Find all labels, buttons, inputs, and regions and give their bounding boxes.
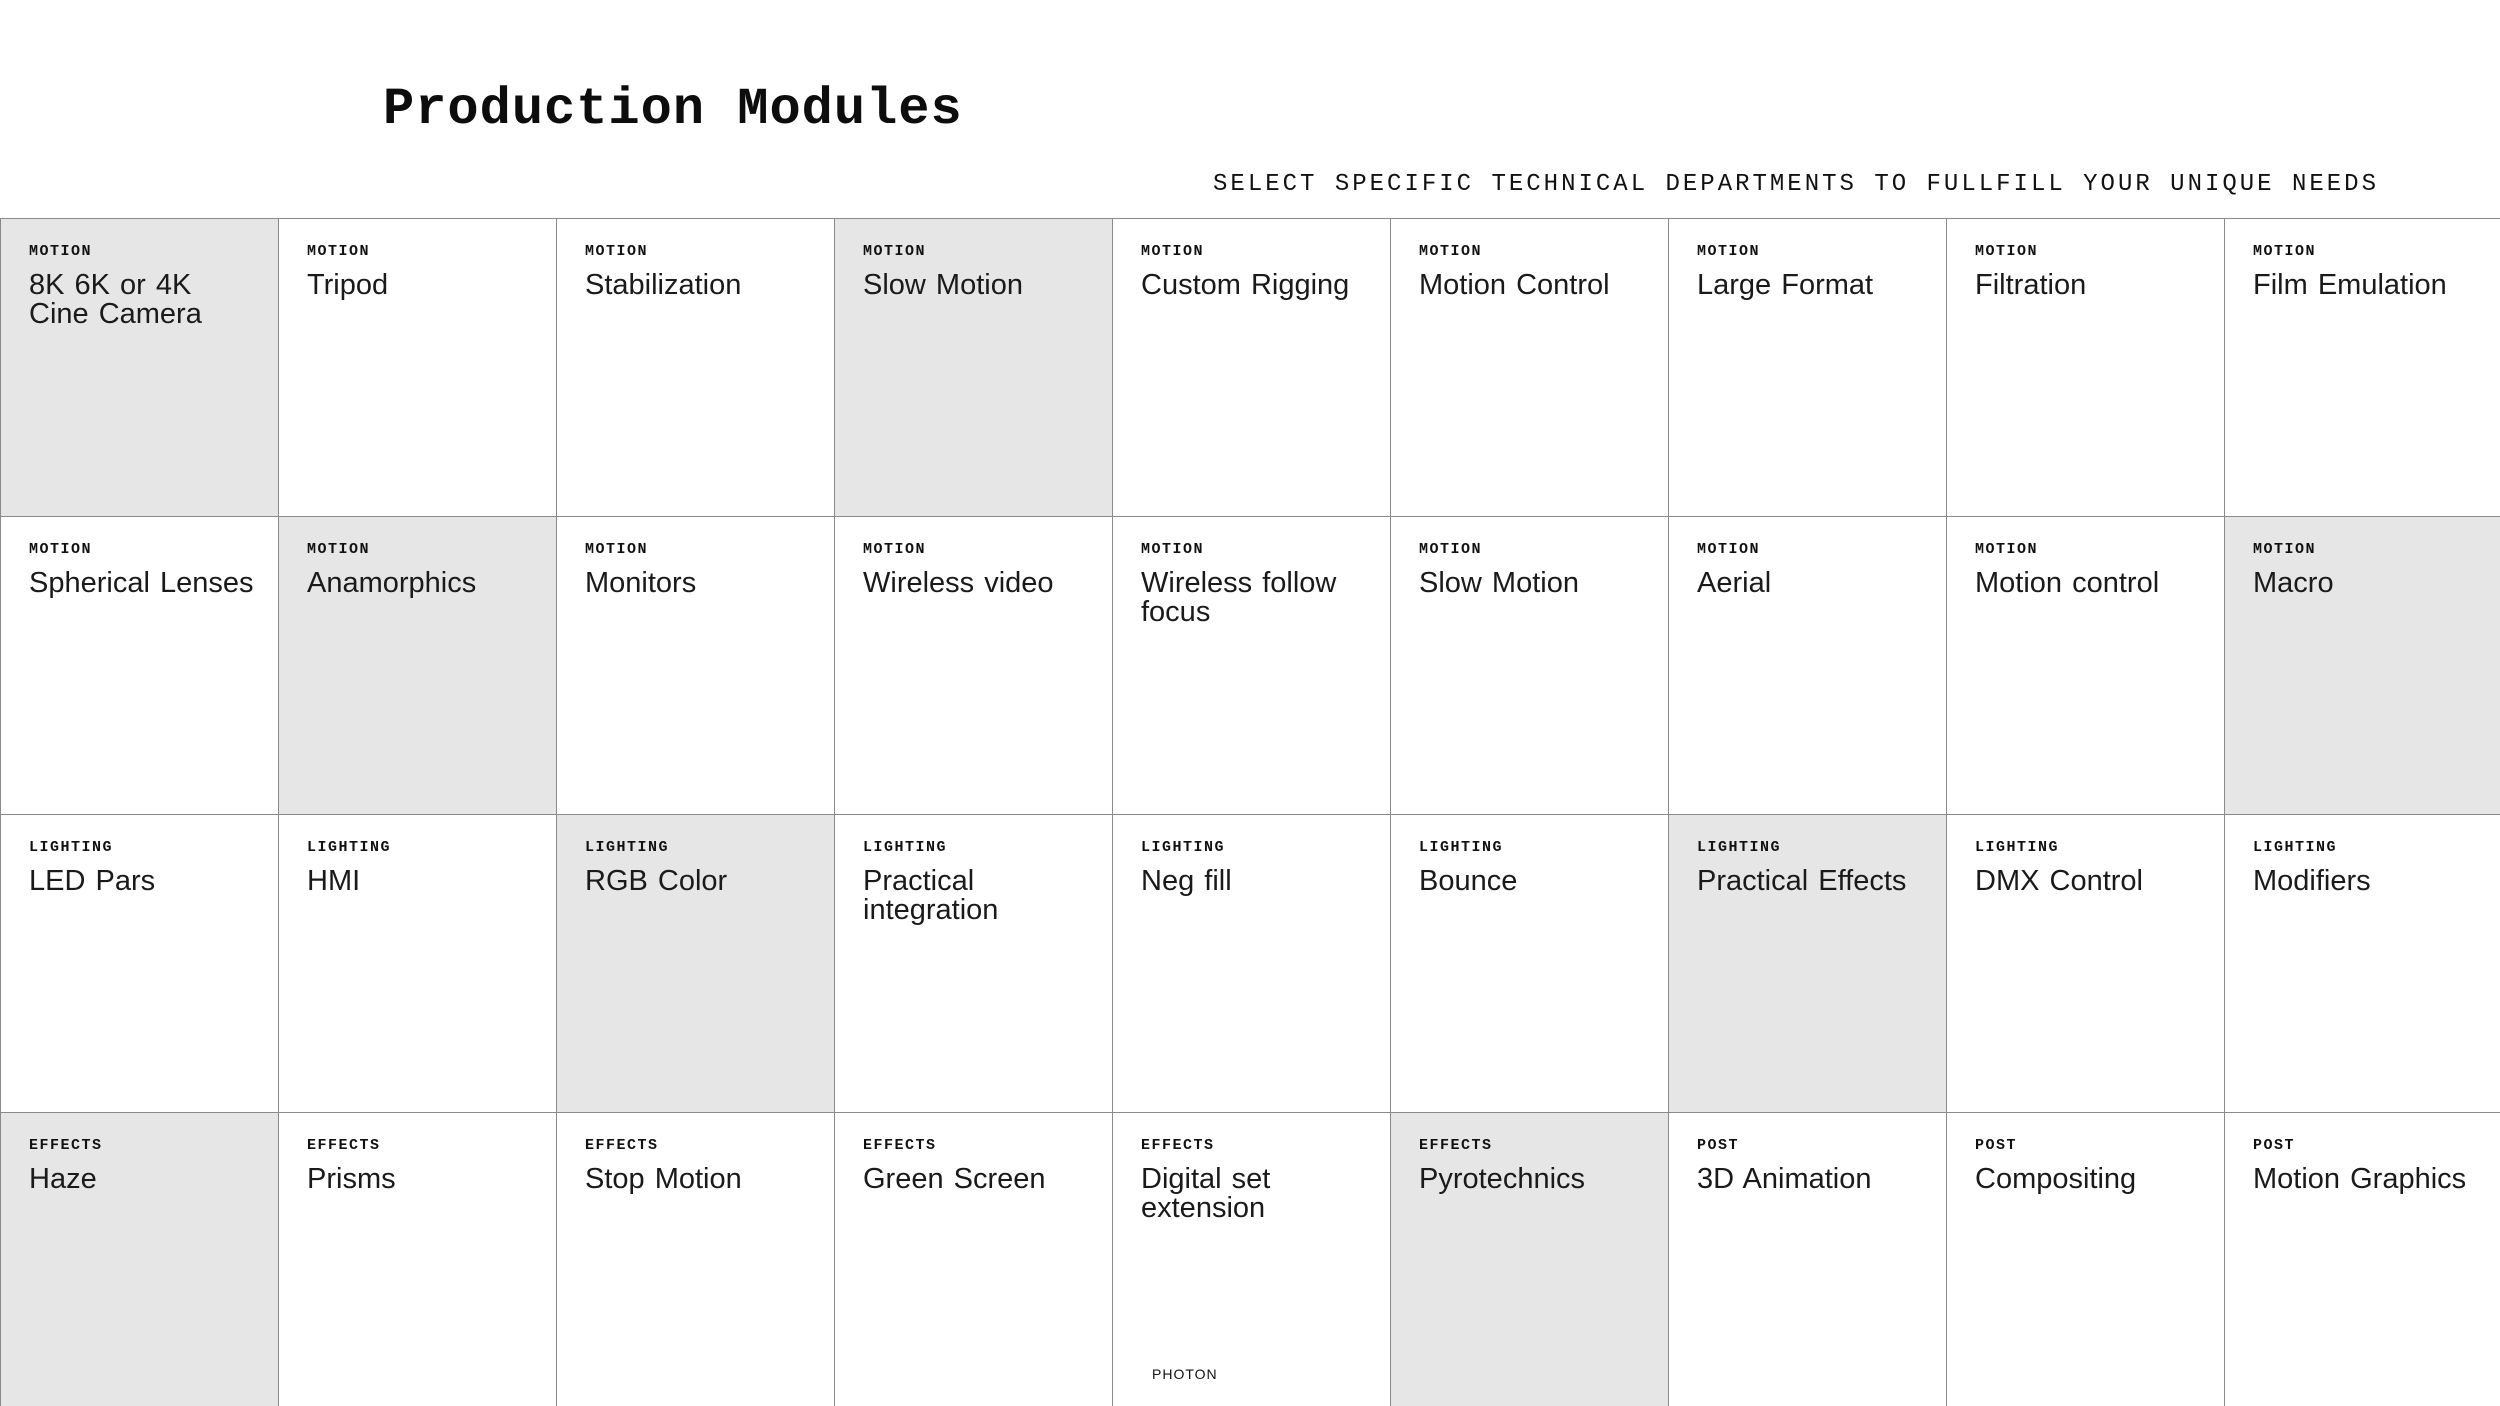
module-category: MOTION bbox=[2253, 541, 2317, 558]
module-name: Green Screen bbox=[863, 1163, 1046, 1195]
module-name: Wireless video bbox=[863, 567, 1054, 599]
module-name: Neg fill bbox=[1141, 865, 1232, 897]
module-name: Motion Graphics bbox=[2253, 1163, 2467, 1195]
module-name: Aerial bbox=[1697, 567, 1772, 599]
module-category: MOTION bbox=[863, 243, 927, 260]
module-card[interactable] bbox=[1947, 219, 2225, 517]
module-name: Motion Control bbox=[1419, 269, 1610, 301]
module-category: EFFECTS bbox=[29, 1137, 103, 1154]
module-card[interactable] bbox=[557, 219, 835, 517]
module-category: EFFECTS bbox=[1141, 1137, 1215, 1154]
module-card[interactable] bbox=[1391, 815, 1669, 1113]
module-name: 3D Animation bbox=[1697, 1163, 1872, 1195]
module-card[interactable] bbox=[1, 517, 279, 815]
module-name: Stop Motion bbox=[585, 1163, 742, 1195]
module-category: MOTION bbox=[307, 243, 371, 260]
module-card[interactable] bbox=[2225, 517, 2500, 815]
module-name: Motion control bbox=[1975, 567, 2160, 599]
module-category: MOTION bbox=[1141, 243, 1205, 260]
module-card[interactable] bbox=[1947, 1113, 2225, 1406]
module-category: MOTION bbox=[1697, 541, 1761, 558]
module-category: MOTION bbox=[29, 243, 93, 260]
module-card[interactable] bbox=[1391, 1113, 1669, 1406]
module-category: MOTION bbox=[1975, 541, 2039, 558]
module-category: LIGHTING bbox=[1141, 839, 1226, 856]
module-category: POST bbox=[2253, 1137, 2296, 1154]
module-card[interactable] bbox=[1113, 1113, 1391, 1406]
module-card[interactable] bbox=[279, 1113, 557, 1406]
module-name: Compositing bbox=[1975, 1163, 2137, 1195]
module-name: Anamorphics bbox=[307, 567, 477, 599]
module-category: EFFECTS bbox=[585, 1137, 659, 1154]
module-name: Prisms bbox=[307, 1163, 396, 1195]
page-title: Production Modules bbox=[383, 80, 963, 139]
module-category: LIGHTING bbox=[1419, 839, 1504, 856]
module-name: Large Format bbox=[1697, 269, 1874, 301]
module-grid bbox=[0, 218, 2500, 1406]
module-name: Tripod bbox=[307, 269, 389, 301]
module-category: LIGHTING bbox=[29, 839, 114, 856]
module-name: Film Emulation bbox=[2253, 269, 2447, 301]
module-name: RGB Color bbox=[585, 865, 728, 897]
module-category: LIGHTING bbox=[307, 839, 392, 856]
module-category: LIGHTING bbox=[863, 839, 948, 856]
module-category: EFFECTS bbox=[307, 1137, 381, 1154]
module-name: Filtration bbox=[1975, 269, 2087, 301]
module-card[interactable] bbox=[1113, 517, 1391, 815]
module-name: Stabilization bbox=[585, 269, 742, 301]
module-category: MOTION bbox=[1975, 243, 2039, 260]
module-card[interactable] bbox=[1113, 815, 1391, 1113]
module-card[interactable] bbox=[1, 1113, 279, 1406]
module-name: Slow Motion bbox=[1419, 567, 1579, 599]
module-category: EFFECTS bbox=[1419, 1137, 1493, 1154]
module-card[interactable] bbox=[557, 815, 835, 1113]
module-category: LIGHTING bbox=[2253, 839, 2338, 856]
module-name: Haze bbox=[29, 1163, 97, 1195]
module-card[interactable] bbox=[1669, 517, 1947, 815]
module-card[interactable] bbox=[835, 219, 1113, 517]
module-name: DMX Control bbox=[1975, 865, 2143, 897]
module-name: Wireless follow focus bbox=[1141, 567, 1337, 628]
module-card[interactable] bbox=[1, 219, 279, 517]
module-category: MOTION bbox=[1419, 243, 1483, 260]
module-category: MOTION bbox=[307, 541, 371, 558]
module-name: HMI bbox=[307, 865, 361, 897]
module-card[interactable] bbox=[835, 1113, 1113, 1406]
module-name: Monitors bbox=[585, 567, 697, 599]
module-card[interactable] bbox=[2225, 1113, 2500, 1406]
module-category: MOTION bbox=[2253, 243, 2317, 260]
module-card[interactable] bbox=[835, 517, 1113, 815]
module-category: POST bbox=[1697, 1137, 1740, 1154]
module-name: Practical integration bbox=[863, 865, 999, 926]
module-category: MOTION bbox=[1697, 243, 1761, 260]
module-name: Slow Motion bbox=[863, 269, 1023, 301]
module-card[interactable] bbox=[279, 517, 557, 815]
module-category: MOTION bbox=[863, 541, 927, 558]
module-card[interactable] bbox=[557, 517, 835, 815]
module-category: LIGHTING bbox=[585, 839, 670, 856]
module-card[interactable] bbox=[1669, 1113, 1947, 1406]
module-category: MOTION bbox=[1141, 541, 1205, 558]
module-name: Spherical Lenses bbox=[29, 567, 254, 599]
module-card[interactable] bbox=[1669, 815, 1947, 1113]
module-card[interactable] bbox=[835, 815, 1113, 1113]
module-category: LIGHTING bbox=[1697, 839, 1782, 856]
module-category: MOTION bbox=[585, 243, 649, 260]
module-card[interactable] bbox=[1, 815, 279, 1113]
module-card[interactable] bbox=[279, 219, 557, 517]
module-card[interactable] bbox=[2225, 815, 2500, 1113]
module-name: LED Pars bbox=[29, 865, 156, 897]
module-name: Bounce bbox=[1419, 865, 1518, 897]
module-name: Custom Rigging bbox=[1141, 269, 1350, 301]
module-category: MOTION bbox=[29, 541, 93, 558]
module-category: LIGHTING bbox=[1975, 839, 2060, 856]
module-card[interactable] bbox=[1113, 219, 1391, 517]
module-card[interactable] bbox=[1669, 219, 1947, 517]
module-category: POST bbox=[1975, 1137, 2018, 1154]
module-card[interactable] bbox=[1391, 517, 1669, 815]
module-card[interactable] bbox=[2225, 219, 2500, 517]
module-name: Digital set extension bbox=[1141, 1163, 1271, 1224]
module-card[interactable] bbox=[1947, 517, 2225, 815]
module-card[interactable] bbox=[1947, 815, 2225, 1113]
module-name: Pyrotechnics bbox=[1419, 1163, 1586, 1195]
module-category: MOTION bbox=[585, 541, 649, 558]
page-subtitle: SELECT SPECIFIC TECHNICAL DEPARTMENTS TO FULLFILL YOUR UNIQUE NEEDS bbox=[1213, 171, 2379, 198]
brand-mark: PHOTON bbox=[1152, 1366, 1218, 1382]
module-category: EFFECTS bbox=[863, 1137, 937, 1154]
module-name: 8K 6K or 4K Cine Camera bbox=[29, 269, 202, 330]
module-card[interactable] bbox=[1391, 219, 1669, 517]
module-name: Macro bbox=[2253, 567, 2334, 599]
module-name: Modifiers bbox=[2253, 865, 2371, 897]
module-card[interactable] bbox=[557, 1113, 835, 1406]
module-name: Practical Effects bbox=[1697, 865, 1907, 897]
module-category: MOTION bbox=[1419, 541, 1483, 558]
module-card[interactable] bbox=[279, 815, 557, 1113]
